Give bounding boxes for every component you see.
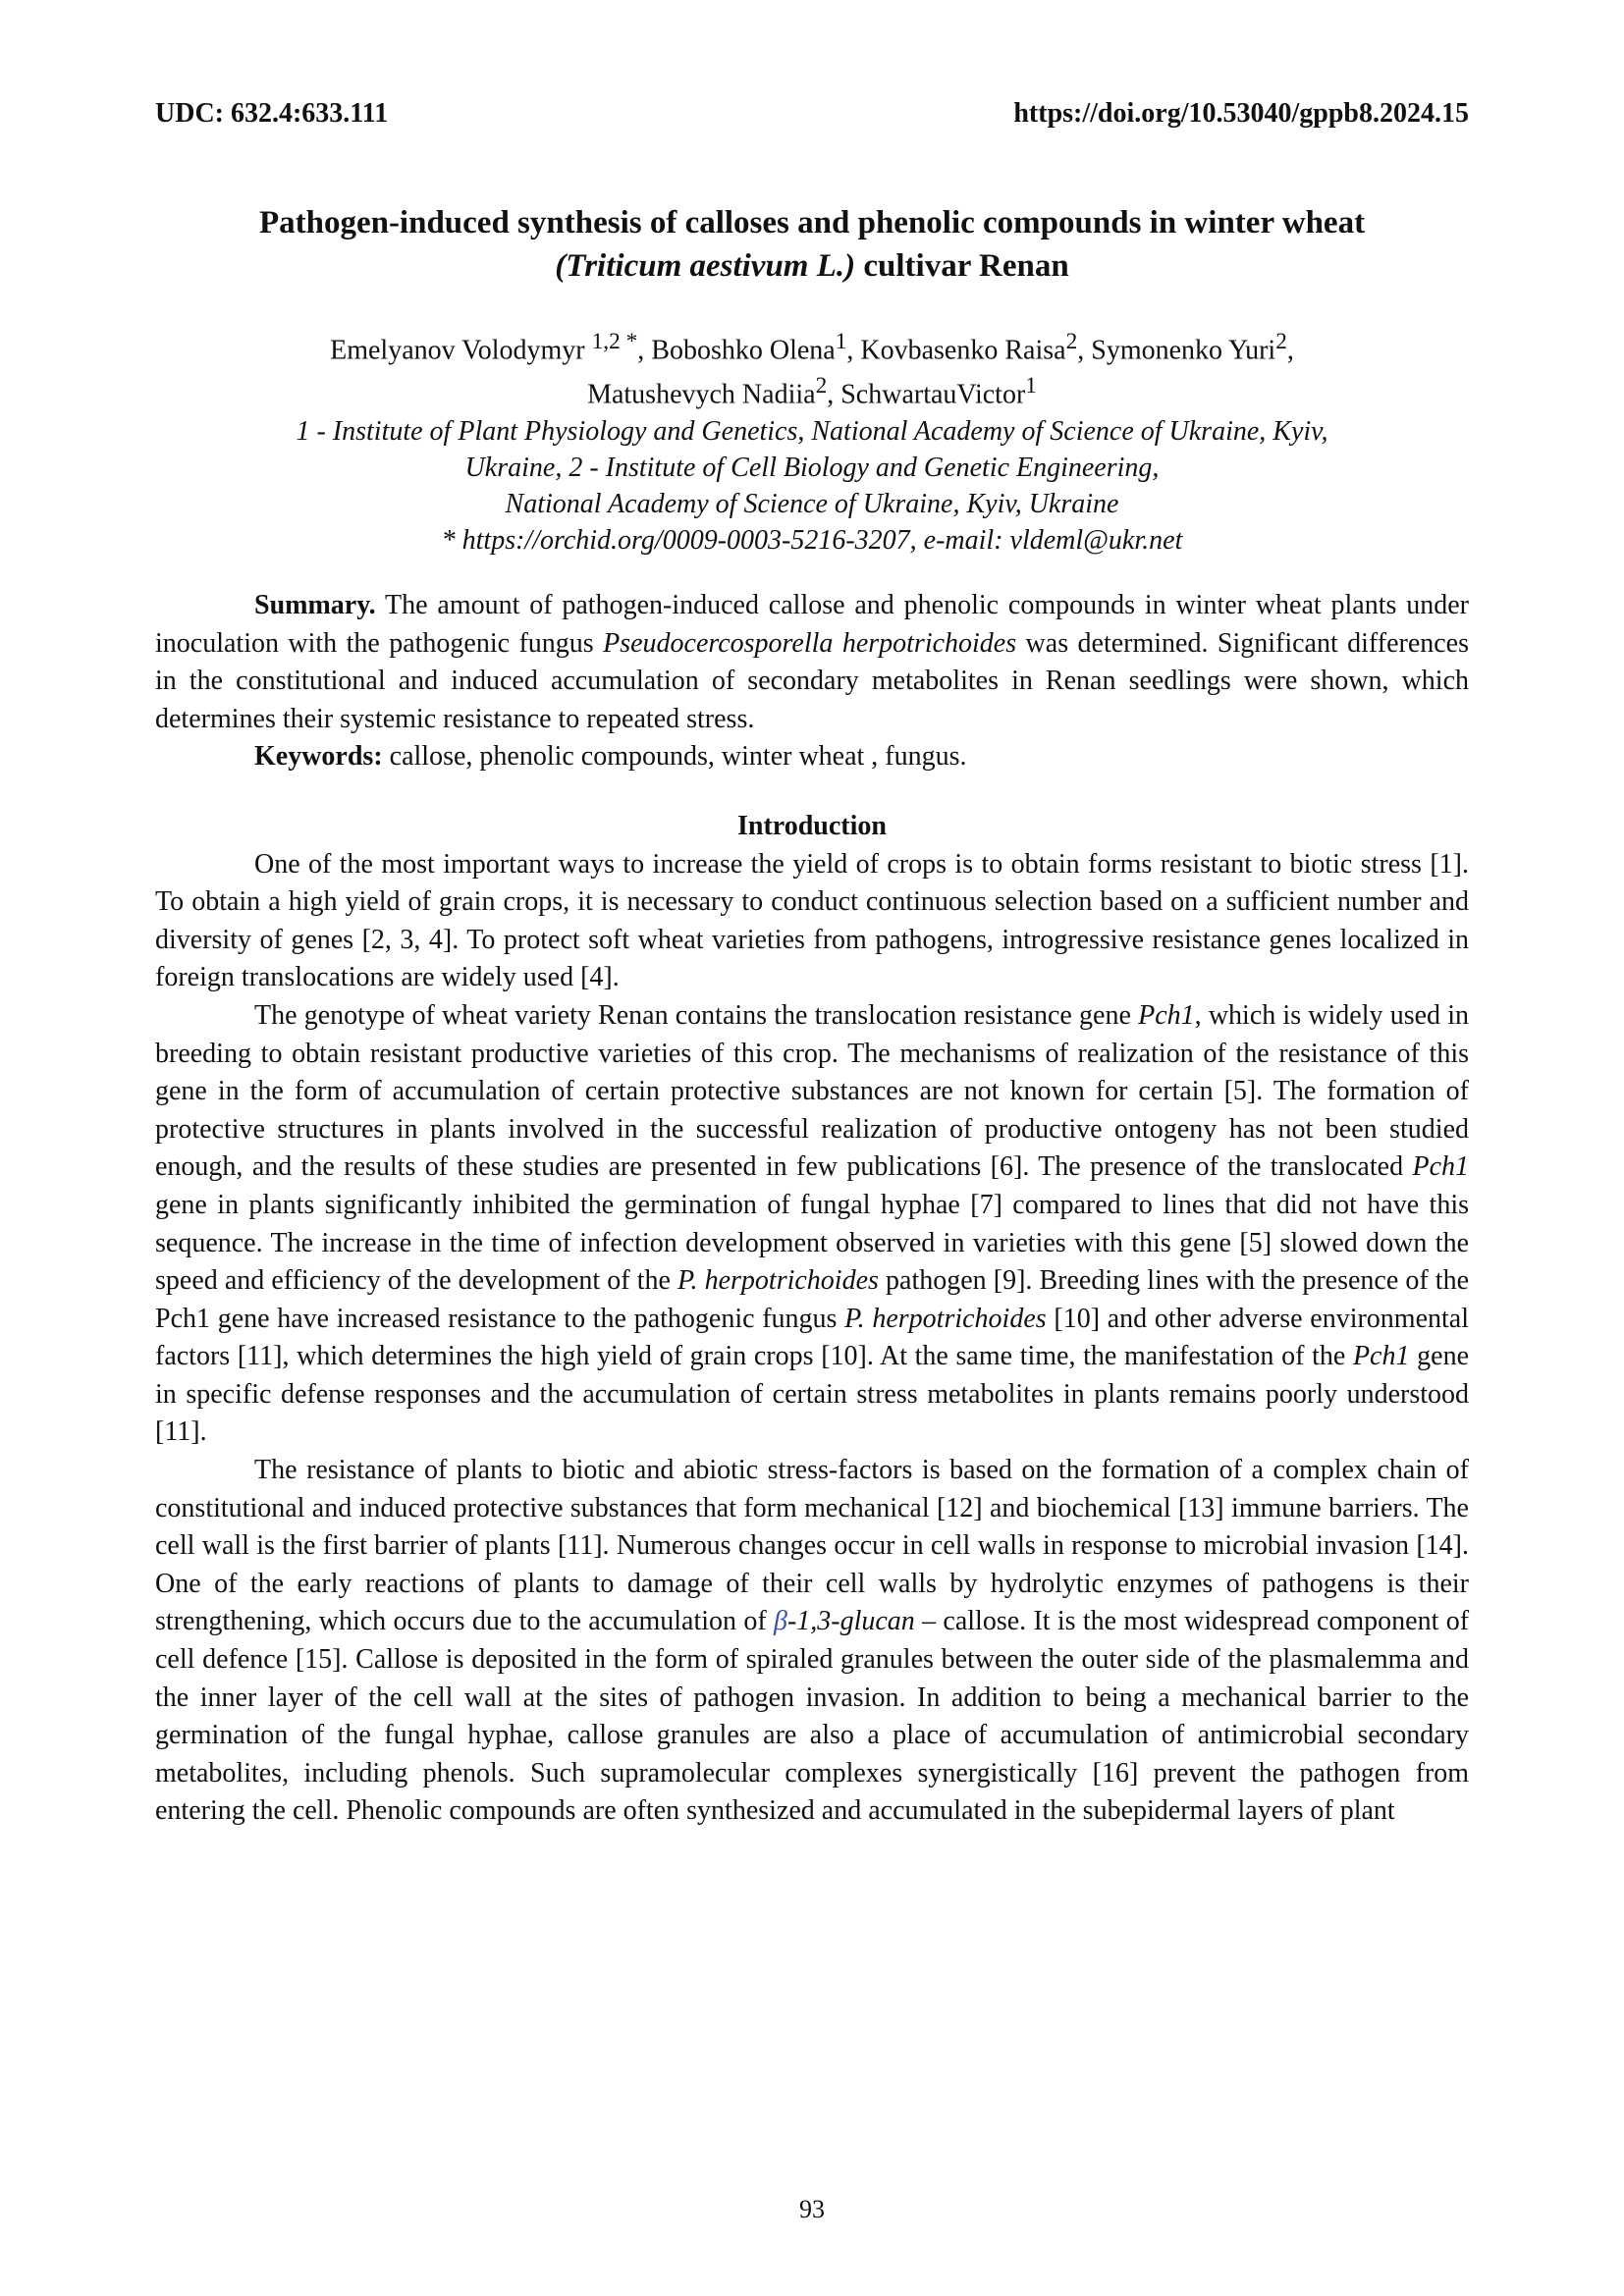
intro-paragraph-3 (155, 1452, 1469, 1831)
summary-species: Pseudocercosporella herpotrichoides (603, 627, 1017, 659)
paragraph-text: [10] and other adverse environmental factors [11], which determines the high yield of grain crops [10]. At the same time, the manifestation of the (155, 1303, 1470, 1372)
beta-symbol: β (773, 1606, 787, 1637)
author-line-1 (147, 324, 1477, 368)
paragraph-text: gene in plants significantly inhibited the germination of fungal hyphae [7] compared to lines that did not have this sequence. The increase in the time of infection development observed in varieties with this gene [5] slowed down the speed and efficiency of the development of the (155, 1189, 1469, 1297)
affiliation-line-2: Ukraine, 2 - Institute of Cell Biology and Genetic Engineering, (464, 452, 1160, 483)
summary-paragraph (155, 587, 1469, 738)
summary-text: was determined. Significant differences in the constitutional and induced accumulation of secondary metabolites in Renan seedlings were shown, which determines their systemic resistance to repeated stress. (155, 627, 1470, 734)
gene-name: Pch1 (1138, 999, 1195, 1031)
gene-name: Pch1 (1412, 1151, 1469, 1183)
summary-text: The amount of pathogen-induced callose and phenolic compounds in winter wheat plants under inoculation with the pathogenic fungus (155, 590, 1469, 659)
doi-link[interactable]: https://doi.org/10.53040/gppb8.2024.15 (1013, 98, 1469, 129)
gene-name: Pch1 (1352, 1341, 1410, 1372)
author-name: , Kovbasenko Raisa (846, 335, 1066, 366)
author-name: Emelyanov Volodymyr (330, 335, 592, 366)
author-name: Matushevych Nadiia (587, 379, 816, 410)
paragraph-text: pathogen [9]. Breeding lines with the presence of the Pch1 gene have increased resistance to the pathogenic fungus (155, 1265, 1469, 1334)
keywords-label: Keywords: (254, 741, 383, 773)
glucan-term: -1,3-glucan (786, 1606, 915, 1637)
author-affiliation-mark: 1 (835, 329, 847, 354)
keywords-text: callose, phenolic compounds, winter wheat , fungus. (382, 741, 967, 773)
title-line-1: Pathogen-induced synthesis of calloses and phenolic compounds in winter wheat (258, 205, 1366, 240)
author-name: , SchwartauVictor (827, 379, 1026, 410)
udc-code: UDC: 632.4:633.111 (155, 98, 389, 129)
title-cultivar: cultivar Renan (855, 248, 1069, 284)
author-affiliation-mark: 2 (1275, 329, 1287, 354)
paragraph-text: gene in specific defense responses and the accumulation of certain stress metabolites in plants remains poorly understood [11]. (155, 1341, 1470, 1448)
author-name: , Symonenko Yuri (1077, 335, 1276, 366)
author-name: , Boboshko Olena (637, 335, 836, 366)
section-heading-introduction: Introduction (737, 810, 887, 841)
author-affiliation-mark: 2 (815, 373, 828, 400)
species-name: P. herpotrichoides (844, 1303, 1047, 1334)
author-affiliation-mark: 1 (1025, 373, 1037, 400)
paragraph-text: The genotype of wheat variety Renan contains the translocation resistance gene (254, 999, 1139, 1031)
summary-label: Summary. (254, 590, 376, 620)
intro-paragraph-2 (155, 997, 1469, 1452)
paper-title (137, 201, 1487, 288)
title-line-2 (137, 244, 1487, 288)
keywords-paragraph (155, 738, 1469, 776)
author-block (147, 324, 1477, 559)
intro-paragraph-1: One of the most important ways to increase the yield of crops is to obtain forms resistant to biotic stress [1]. To obtain a high yield of grain crops, it is necessary to conduct continuous selection based on a sufficient number and diversity of genes [2, 3, 4]. To protect soft wheat varieties from pathogens, introgressive resistance genes localized in foreign translocations are widely used [4]. (155, 848, 1469, 993)
author-separator: , (1286, 335, 1294, 366)
paragraph-text: – callose. It is the most widespread component of cell defence [15]. Callose is deposited in the form of spiraled granules between the outer side of the plasmalemma and the inner layer of the cell wall at the sites of pathogen invasion. In addition to being a mechanical barrier to the germination of the fungal hyphae, callose granules are also a place of accumulation of antimicrobial secondary metabolites, including phenols. Such supramolecular complexes synergistically [16] prevent the pathogen from entering the cell. Phenolic compounds are often synthesized and accumulated in the subepidermal layers of plant (155, 1606, 1470, 1827)
contact-line[interactable]: * https://orchid.org/0009-0003-5216-3207, e-mail: vldeml@ukr.net (441, 524, 1183, 556)
affiliation-line-1: 1 - Institute of Plant Physiology and Genetics, National Academy of Science of Ukraine, Kyiv, (296, 415, 1328, 447)
paper-body (155, 587, 1469, 1831)
affiliation-line-3: National Academy of Science of Ukraine, Kyiv, Ukraine (505, 488, 1119, 519)
paragraph-text: , which is widely used in breeding to obtain resistant productive varieties of this crop. The mechanisms of realization of the resistance of this gene in the form of accumulation of certain protective substances are not known for certain [5]. The formation of protective structures in plants involved in the successful realization of productive ontogeny has not been studied enough, and the results of these studies are presented in few publications [6]. The presence of the translocated (155, 999, 1469, 1183)
page-number: 93 (799, 2195, 825, 2223)
author-affiliation-mark: 2 (1065, 329, 1078, 354)
page-header (155, 98, 1469, 130)
author-affiliation-mark: 1,2 * (591, 329, 638, 354)
species-name: P. herpotrichoides (677, 1265, 879, 1297)
author-line-2 (147, 368, 1477, 412)
title-species: (Triticum aestivum L.) (555, 248, 856, 284)
paragraph-text: The resistance of plants to biotic and abiotic stress-factors is based on the formation of a complex chain of constitutional and induced protective substances that form mechanical [12] and biochemical [13] immune barriers. The cell wall is the first barrier of plants [11]. Numerous changes occur in cell walls in response to microbial invasion [14]. One of the early reactions of plants to damage of their cell walls by hydrolytic enzymes of pathogens is their strengthening, which occurs due to the accumulation of (155, 1455, 1469, 1637)
